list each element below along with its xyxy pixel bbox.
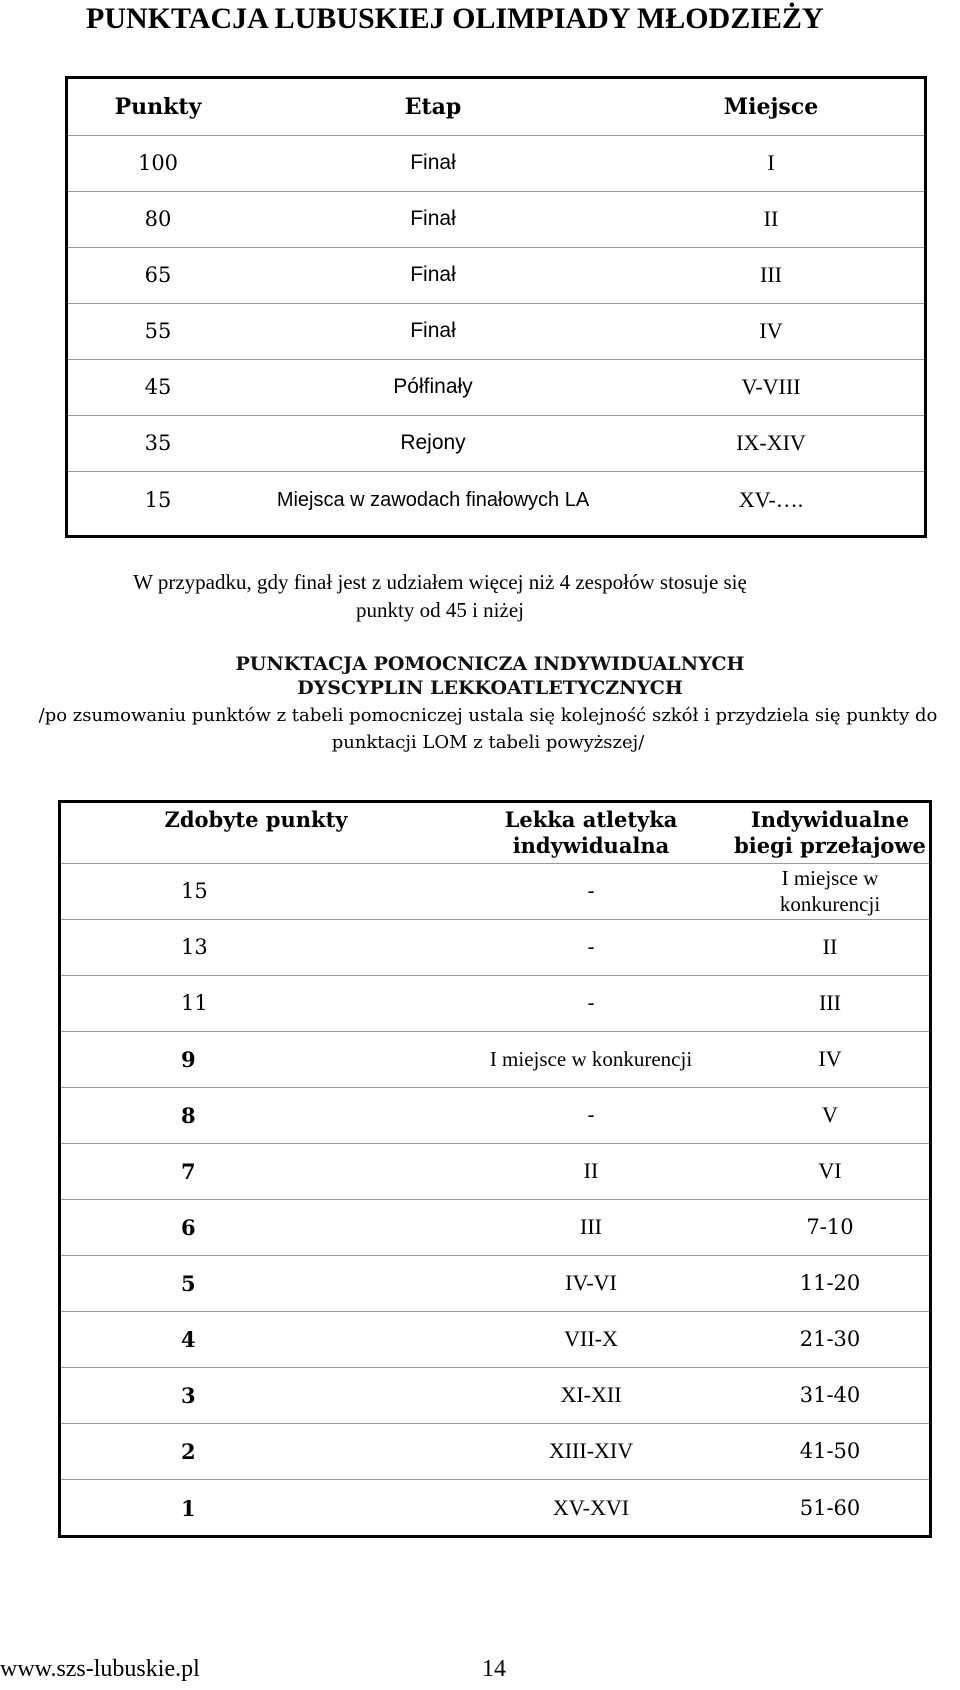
cell-stage: Finał (248, 247, 618, 303)
cell-cross-country: I miejsce w konkurencji (731, 863, 929, 919)
cell-place: I (618, 135, 924, 191)
cell-points: 7 (61, 1143, 451, 1199)
cell-cross-country: III (731, 975, 929, 1031)
table-row (68, 191, 924, 247)
cell-place: V-VIII (618, 359, 924, 415)
cell-points: 11 (61, 975, 451, 1031)
cell-points: 8 (61, 1087, 451, 1143)
table-row (68, 415, 924, 471)
footer-url[interactable]: www.szs-lubuskie.pl (0, 1656, 200, 1682)
cell-cross-country: 41-50 (731, 1423, 929, 1479)
cell-place: IV (618, 303, 924, 359)
cell-points: 2 (61, 1423, 451, 1479)
table-row (61, 1143, 929, 1199)
cell-place: III (618, 247, 924, 303)
cell-points: 6 (61, 1199, 451, 1255)
cell-points: 1 (181, 1495, 196, 1521)
table-header-row (68, 79, 924, 135)
cell-points: 45 (68, 359, 248, 415)
table-row (68, 471, 924, 529)
cell-cross-country: 11-20 (731, 1255, 929, 1311)
section-heading (140, 652, 840, 700)
cell-points: 15 (144, 488, 172, 513)
cell-stage: Półfinały (248, 359, 618, 415)
cell-athletics: I miejsce w konkurencji (451, 1031, 731, 1087)
cell-place: II (618, 191, 924, 247)
note-paragraph: W przypadku, gdy finał jest z udziałem więcej niż 4 zespołów stosuje się punkty od 45 i niżej (133, 570, 747, 622)
table-row (68, 359, 924, 415)
table-row (61, 1255, 929, 1311)
cell-cross-country: II (731, 919, 929, 975)
cell-athletics: IV-VI (451, 1255, 731, 1311)
cell-cross-country: 51-60 (799, 1496, 861, 1521)
table-row (61, 863, 929, 919)
table-row (61, 1479, 929, 1537)
cell-athletics: VII-X (451, 1311, 731, 1367)
cell-athletics: XI-XII (451, 1367, 731, 1423)
page-title: PUNKTACJA LUBUSKIEJ OLIMPIADY MŁODZIEŻY (86, 2, 824, 35)
cell-athletics: - (451, 975, 731, 1031)
cell-place: XV-…. (738, 487, 804, 513)
cell-points: 9 (61, 1031, 451, 1087)
cell-points: 5 (61, 1255, 451, 1311)
header-zdobyte-punkty: Zdobyte punkty (61, 803, 451, 863)
cell-athletics: - (451, 1087, 731, 1143)
table-row (61, 1423, 929, 1479)
cell-cross-country: 7-10 (731, 1199, 929, 1255)
header-miejsce: Miejsce (618, 79, 924, 135)
cell-athletics: III (451, 1199, 731, 1255)
cell-stage: Finał (248, 303, 618, 359)
header-punkty: Punkty (68, 79, 248, 135)
points-table (65, 76, 927, 538)
table-row (68, 135, 924, 191)
table-row (61, 1087, 929, 1143)
cell-athletics: XV-XVI (552, 1495, 630, 1521)
table-row (68, 303, 924, 359)
table-row (61, 1311, 929, 1367)
cell-points: 35 (68, 415, 248, 471)
table-row (61, 975, 929, 1031)
cell-points: 3 (61, 1367, 451, 1423)
table-row (61, 1031, 929, 1087)
table-row (61, 919, 929, 975)
cell-cross-country: 21-30 (731, 1311, 929, 1367)
cell-stage: Finał (248, 191, 618, 247)
cell-cross-country: VI (731, 1143, 929, 1199)
header-lekka-atletyka: Lekka atletyka indywidualna (451, 803, 731, 863)
cell-points: 15 (61, 863, 451, 919)
cell-stage: Rejony (248, 415, 618, 471)
cell-athletics: - (451, 863, 731, 919)
cell-points: 65 (68, 247, 248, 303)
table-row (61, 1367, 929, 1423)
section-heading-line1: PUNKTACJA POMOCNICZA INDYWIDUALNYCH (235, 653, 745, 675)
cell-points: 100 (68, 135, 248, 191)
cell-points: 80 (68, 191, 248, 247)
cell-stage: Miejsca w zawodach finałowych LA (276, 489, 590, 512)
table-row (61, 1199, 929, 1255)
cell-athletics: - (451, 919, 731, 975)
cell-athletics: XIII-XIV (451, 1423, 731, 1479)
page-number: 14 (482, 1656, 506, 1682)
cell-cross-country: IV (731, 1031, 929, 1087)
cell-place: IX-XIV (618, 415, 924, 471)
table-row (68, 247, 924, 303)
auxiliary-points-table (58, 800, 932, 1538)
header-etap: Etap (248, 79, 618, 135)
cell-points: 4 (61, 1311, 451, 1367)
cell-athletics: II (451, 1143, 731, 1199)
header-biegi-przelajowe: Indywidualne biegi przełajowe (731, 803, 929, 863)
table-header-row (61, 803, 929, 863)
section-heading-line2: DYSCYPLIN LEKKOATLETYCZNYCH (297, 677, 683, 699)
cell-stage: Finał (248, 135, 618, 191)
cell-cross-country: V (731, 1087, 929, 1143)
cell-points: 55 (68, 303, 248, 359)
cell-points: 13 (61, 919, 451, 975)
cell-cross-country: 31-40 (731, 1367, 929, 1423)
section-note: /po zsumowaniu punktów z tabeli pomocniczej ustala się kolejność szkół i przydziela się punkty do punktacji LOM z tabeli powyższej/ (38, 705, 938, 753)
